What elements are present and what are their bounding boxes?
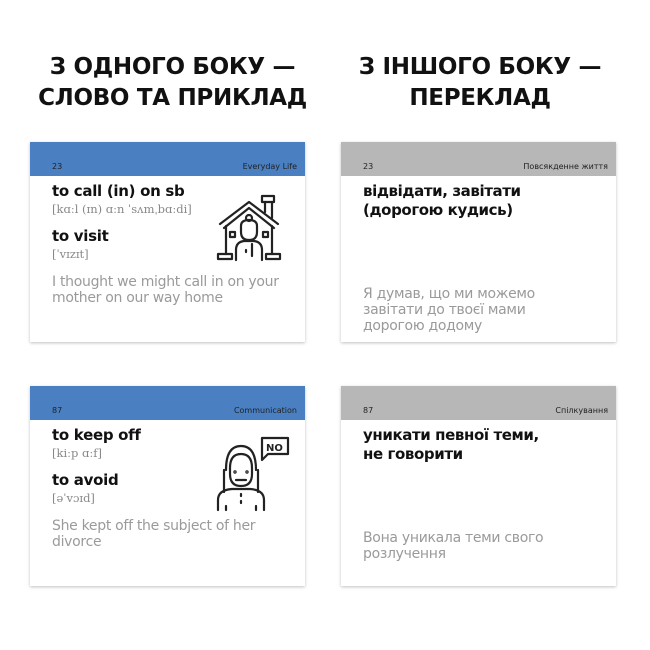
card-number: 23 bbox=[363, 162, 374, 171]
card-header bbox=[341, 386, 616, 420]
translation-line: уникати певної теми, bbox=[363, 426, 539, 444]
card-category: Спілкування bbox=[555, 406, 608, 415]
example-translation: Я думав, що ми можемо завітати до твоєї мами дорогою додому bbox=[363, 286, 535, 334]
translation: відвідати, завітати (дорогою кудись) bbox=[363, 182, 521, 219]
house-woman-icon bbox=[216, 194, 282, 266]
card-number: 87 bbox=[363, 406, 374, 415]
synonym: to avoid bbox=[52, 471, 119, 489]
heading-line: З ОДНОГО БОКУ — bbox=[49, 54, 296, 80]
term-transcription: [kɑːl (ɪn) ɑːn ˈsʌmˌbɑːdi] bbox=[52, 202, 192, 216]
back-side-heading bbox=[330, 52, 630, 114]
heading-line: З ІНШОГО БОКУ — bbox=[358, 54, 602, 80]
card-header bbox=[30, 142, 305, 176]
card-header bbox=[341, 142, 616, 176]
heading-line: ПЕРЕКЛАД bbox=[409, 85, 551, 111]
synonym: to visit bbox=[52, 227, 109, 245]
term: to call (in) on sb bbox=[52, 182, 185, 200]
card-category: Communication bbox=[233, 406, 297, 415]
front-side-heading bbox=[20, 52, 325, 114]
heading-line: СЛОВО ТА ПРИКЛАД bbox=[38, 85, 307, 111]
translation-line: не говорити bbox=[363, 445, 463, 463]
synonym-transcription: [ˈvɪzɪt] bbox=[52, 247, 89, 261]
example-translation: Вона уникала теми свого розлучення bbox=[363, 530, 544, 562]
example-sentence: She kept off the subject of her divorce bbox=[52, 518, 256, 550]
synonym-transcription: [əˈvɔɪd] bbox=[52, 491, 95, 505]
svg-text:NO: NO bbox=[266, 443, 283, 454]
card-number: 23 bbox=[52, 162, 63, 171]
term-transcription: [kiːp ɑːf] bbox=[52, 446, 103, 460]
card-number: 87 bbox=[52, 406, 63, 415]
term: to keep off bbox=[52, 426, 141, 444]
flashcard-front-87 bbox=[30, 386, 305, 586]
flashcard-back-87 bbox=[341, 386, 616, 586]
card-header bbox=[30, 386, 305, 420]
flashcard-front-23 bbox=[30, 142, 305, 342]
example-sentence: I thought we might call in on your mother on our way home bbox=[52, 274, 279, 306]
card-category: Повсякденне життя bbox=[523, 162, 608, 171]
flashcard-back-23 bbox=[341, 142, 616, 342]
card-category: Everyday Life bbox=[242, 162, 297, 171]
woman-saying-no-icon bbox=[214, 434, 292, 512]
